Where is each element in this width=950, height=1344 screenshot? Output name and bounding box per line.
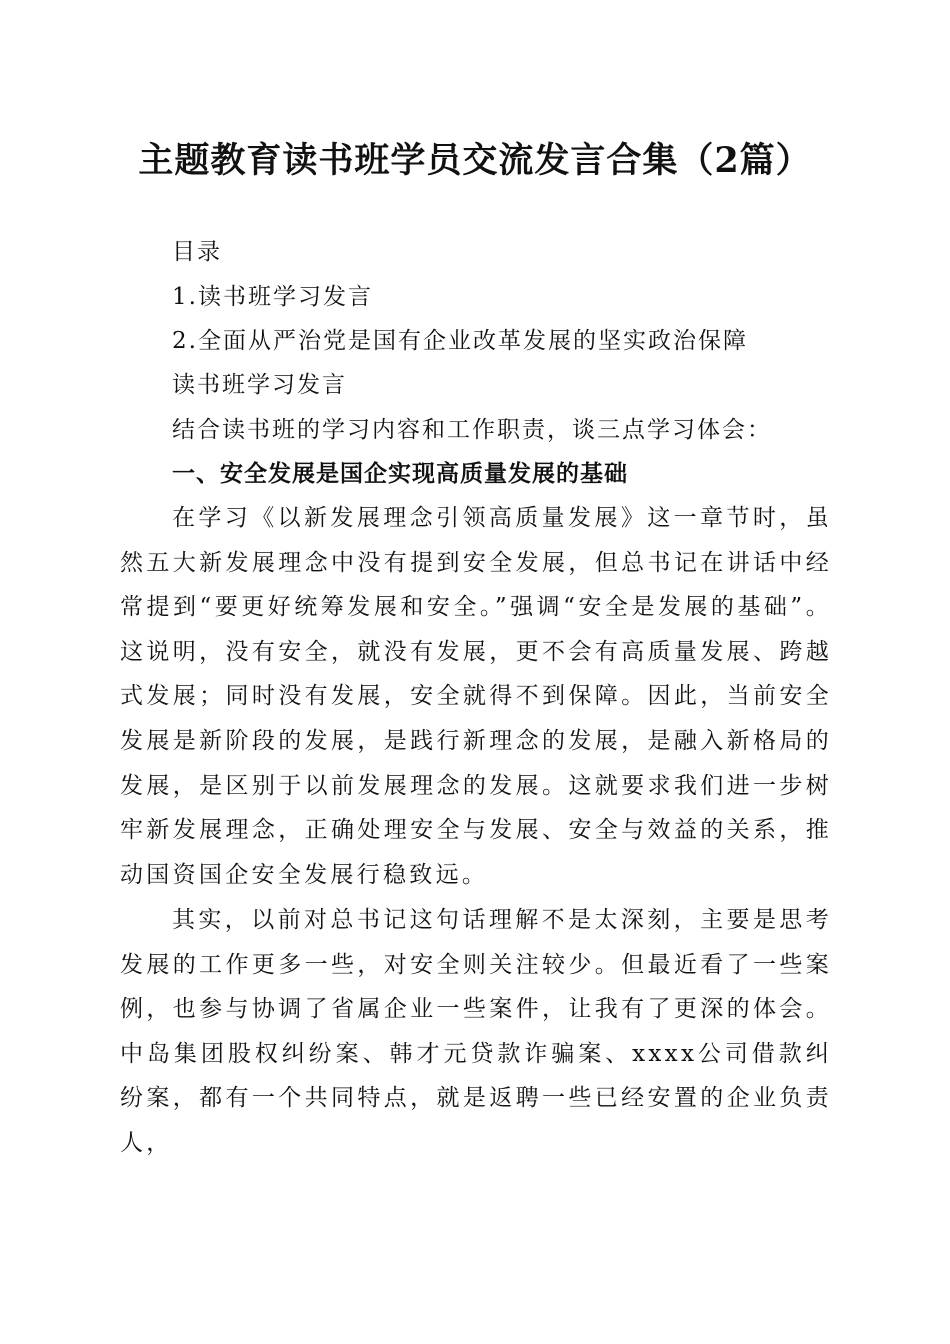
document-title: 主题教育读书班学员交流发言合集（2篇） <box>138 140 812 181</box>
section-heading: 一、安全发展是国企实现高质量发展的基础 <box>172 461 628 487</box>
toc-heading: 目录 <box>172 239 222 265</box>
toc-item-2: 2.全面从严治党是国有企业改革发展的坚实政治保障 <box>172 328 748 354</box>
toc-item-1: 1.读书班学习发言 <box>172 284 373 310</box>
article-title: 读书班学习发言 <box>172 372 347 398</box>
body-paragraph-2: 其实，以前对总书记这句话理解不是太深刻，主要是思考发展的工作更多一些，对安全则关注较少。但最近看了一些案例，也参与协调了省属企业一些案件，让我有了更深的体会。中岛集团股权纠纷案、韩才元贷款诈骗案、xxxx公司借款纠纷案，都有一个共同特点，就是返聘一些已经安置的企业负责人， <box>120 907 832 1156</box>
article-intro: 结合读书班的学习内容和工作职责，谈三点学习体会： <box>172 417 772 443</box>
body-paragraph-1: 在学习《以新发展理念引领高质量发展》这一章节时，虽然五大新发展理念中没有提到安全发展，但总书记在讲话中经常提到“要更好统筹发展和安全。”强调“安全是发展的基础”。这说明，没有安全，就没有发展，更不会有高质量发展、跨越式发展；同时没有发展，安全就得不到保障。因此，当前安全发展是新阶段的发展，是践行新理念的发展，是融入新格局的发展，是区别于以前发展理念的发展。这就要求我们进一步树牢新发展理念，正确处理安全与发展、安全与效益的关系，推动国资国企安全发展行稳致远。 <box>120 505 832 888</box>
